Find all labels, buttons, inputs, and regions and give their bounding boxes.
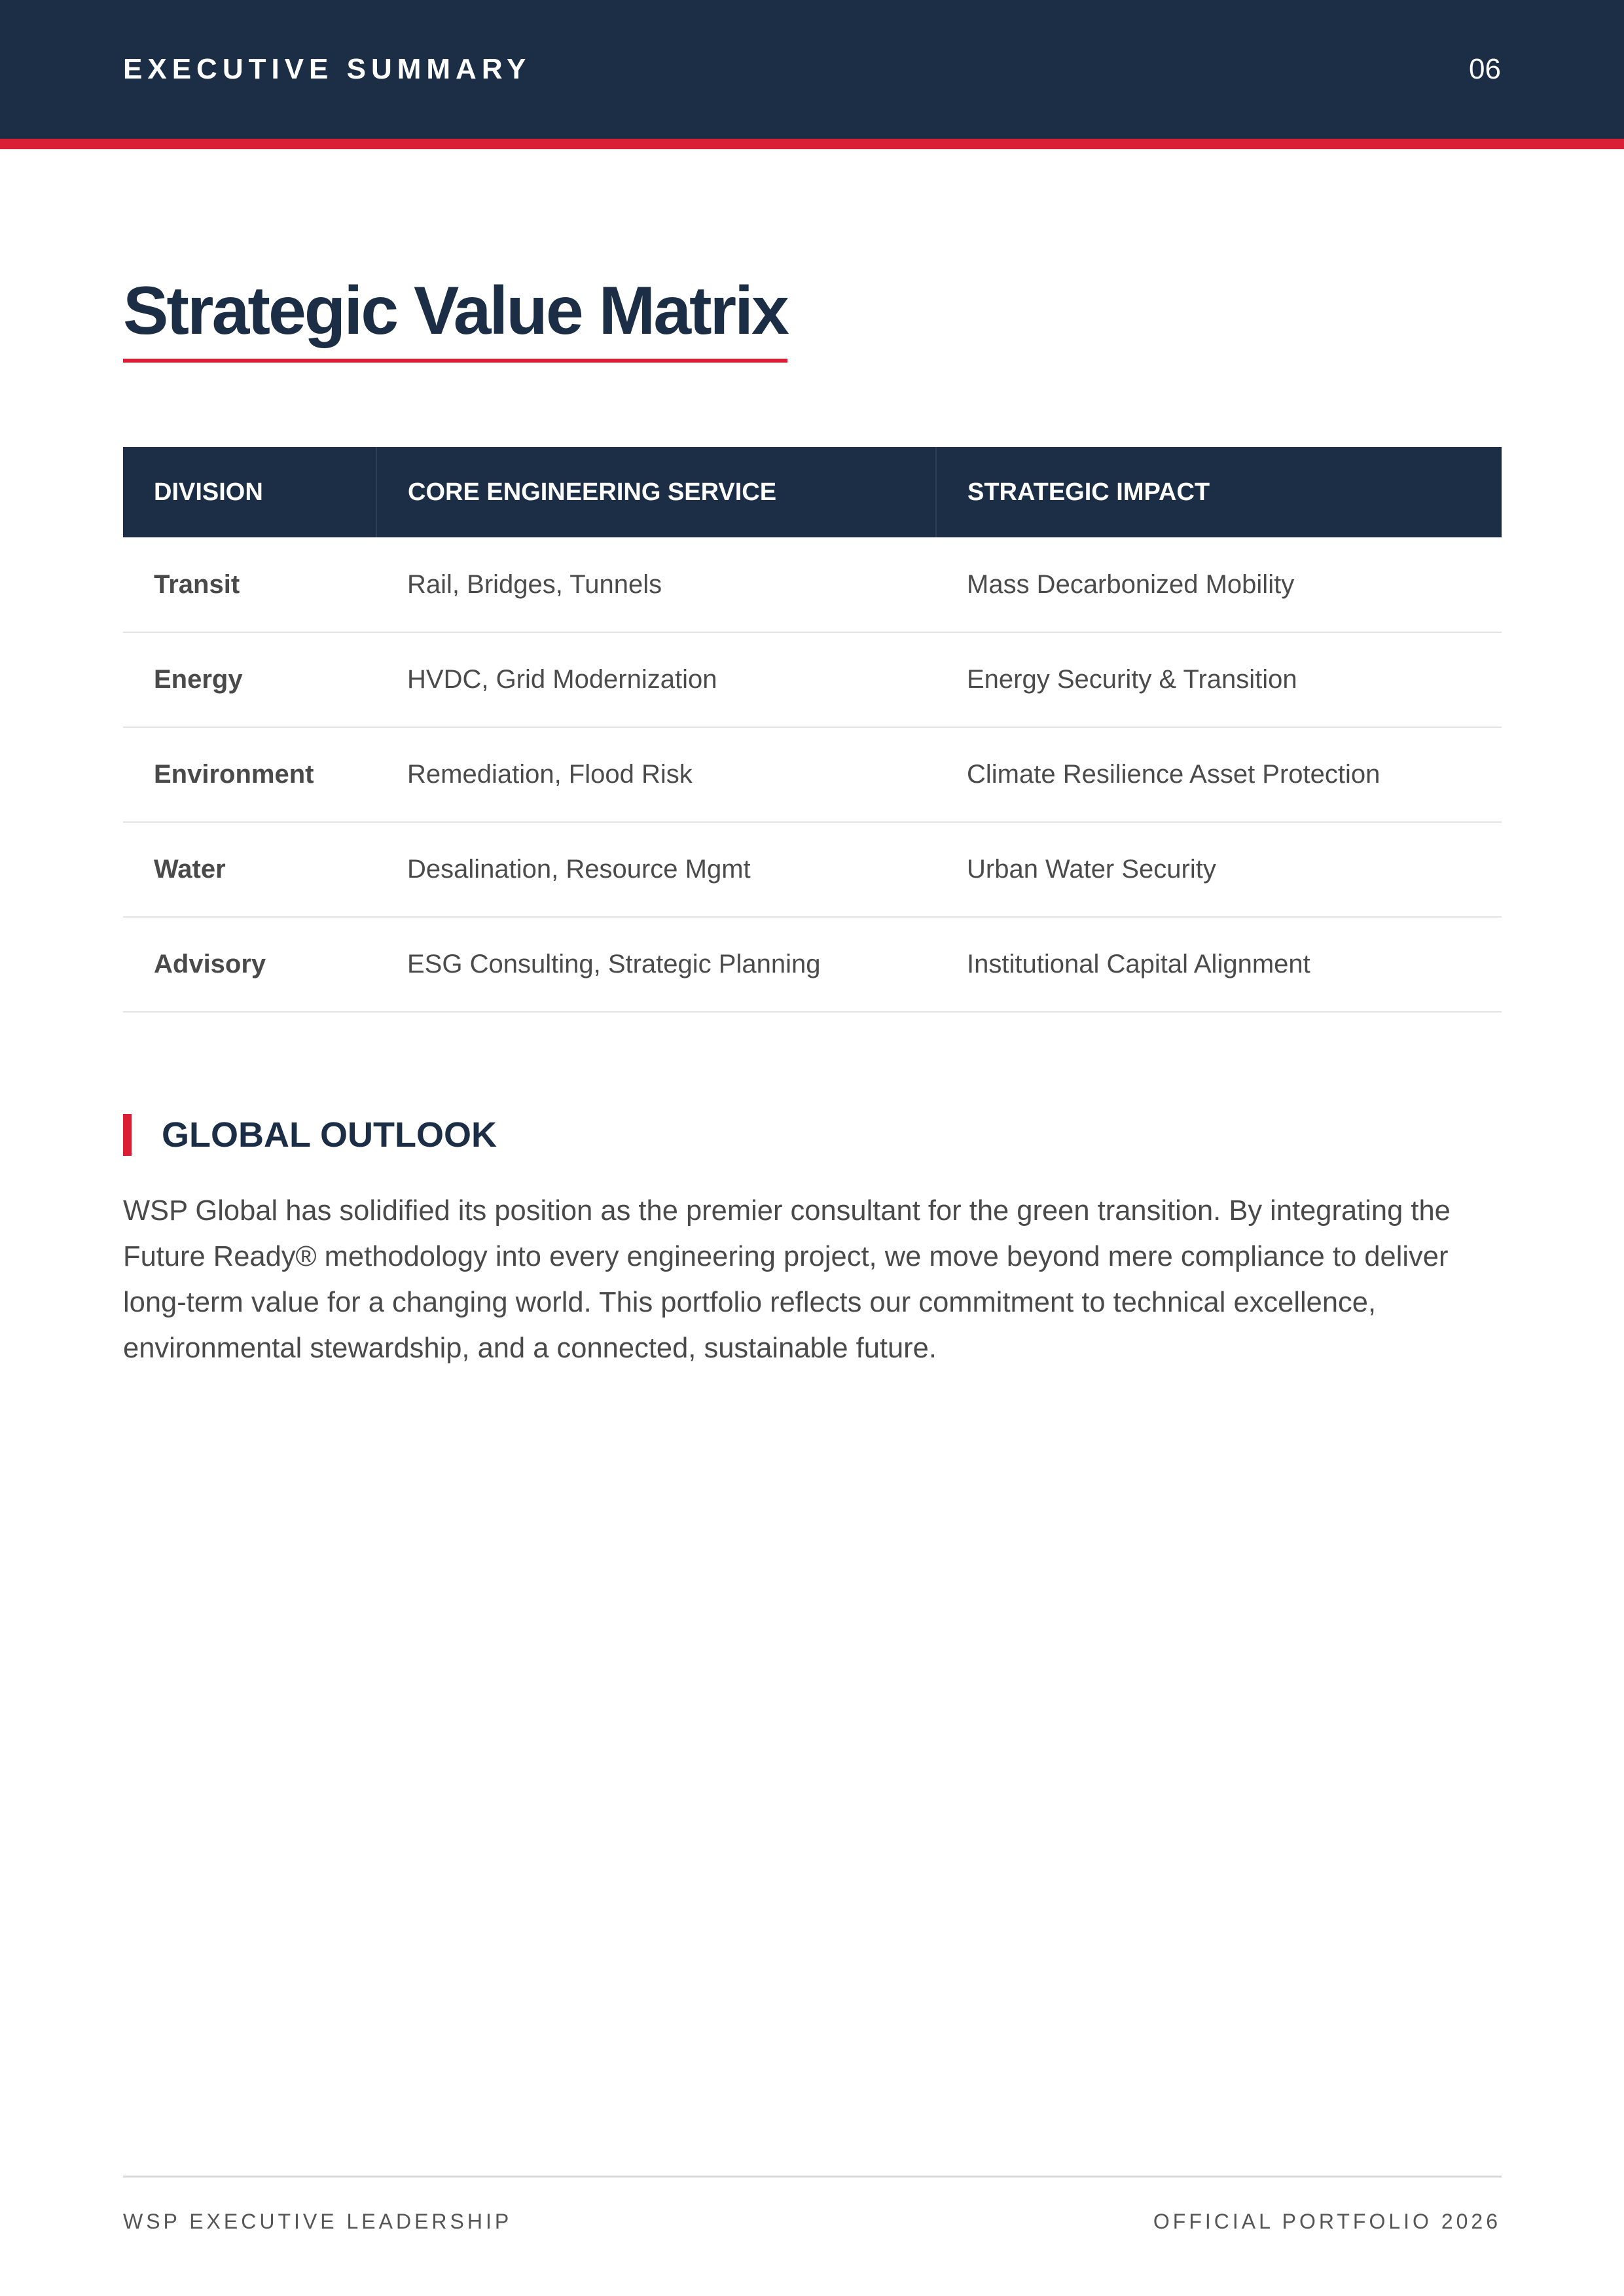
- outlook-accent-bar: [123, 1114, 132, 1156]
- table-row: [123, 632, 1502, 727]
- division-cell: Environment: [123, 727, 376, 822]
- division-cell: Water: [123, 822, 376, 917]
- service-cell: Rail, Bridges, Tunnels: [376, 537, 936, 632]
- impact-cell: Climate Resilience Asset Protection: [936, 727, 1502, 822]
- table-row: [123, 727, 1502, 822]
- table-row: [123, 537, 1502, 632]
- impact-cell: Energy Security & Transition: [936, 632, 1502, 727]
- column-header-impact: STRATEGIC IMPACT: [936, 447, 1502, 537]
- division-cell: Energy: [123, 632, 376, 727]
- outlook-heading: GLOBAL OUTLOOK: [162, 1115, 497, 1155]
- strategic-value-table: [123, 447, 1502, 1013]
- impact-cell: Mass Decarbonized Mobility: [936, 537, 1502, 632]
- impact-cell: Urban Water Security: [936, 822, 1502, 917]
- page-header: [0, 0, 1624, 139]
- service-cell: Remediation, Flood Risk: [376, 727, 936, 822]
- division-cell: Transit: [123, 537, 376, 632]
- footer-right-text: OFFICIAL PORTFOLIO 2026: [1153, 2210, 1501, 2233]
- column-header-service: CORE ENGINEERING SERVICE: [376, 447, 936, 537]
- page-number: 06: [1469, 53, 1501, 85]
- footer-left-text: WSP EXECUTIVE LEADERSHIP: [123, 2210, 513, 2233]
- service-cell: ESG Consulting, Strategic Planning: [376, 917, 936, 1012]
- section-title: EXECUTIVE SUMMARY: [123, 53, 532, 85]
- service-cell: Desalination, Resource Mgmt: [376, 822, 936, 917]
- outlook-paragraph: WSP Global has solidified its position as the premier consultant for the green transition. By integrating the Future Ready® methodology into every engineering project, we move beyond mere compliance to deliver long-term value for a changing world. This portfolio reflects our commitment to technical excellence, environmental stewardship, and a connected, sustainable future.: [123, 1195, 1451, 1364]
- page-title: Strategic Value Matrix: [123, 268, 787, 363]
- footer-divider: [123, 2176, 1502, 2178]
- table-header-row: [123, 447, 1502, 537]
- column-header-division: DIVISION: [123, 447, 376, 537]
- table-row: [123, 822, 1502, 917]
- impact-cell: Institutional Capital Alignment: [936, 917, 1502, 1012]
- table-row: [123, 917, 1502, 1012]
- division-cell: Advisory: [123, 917, 376, 1012]
- header-accent-rule: [0, 139, 1624, 149]
- service-cell: HVDC, Grid Modernization: [376, 632, 936, 727]
